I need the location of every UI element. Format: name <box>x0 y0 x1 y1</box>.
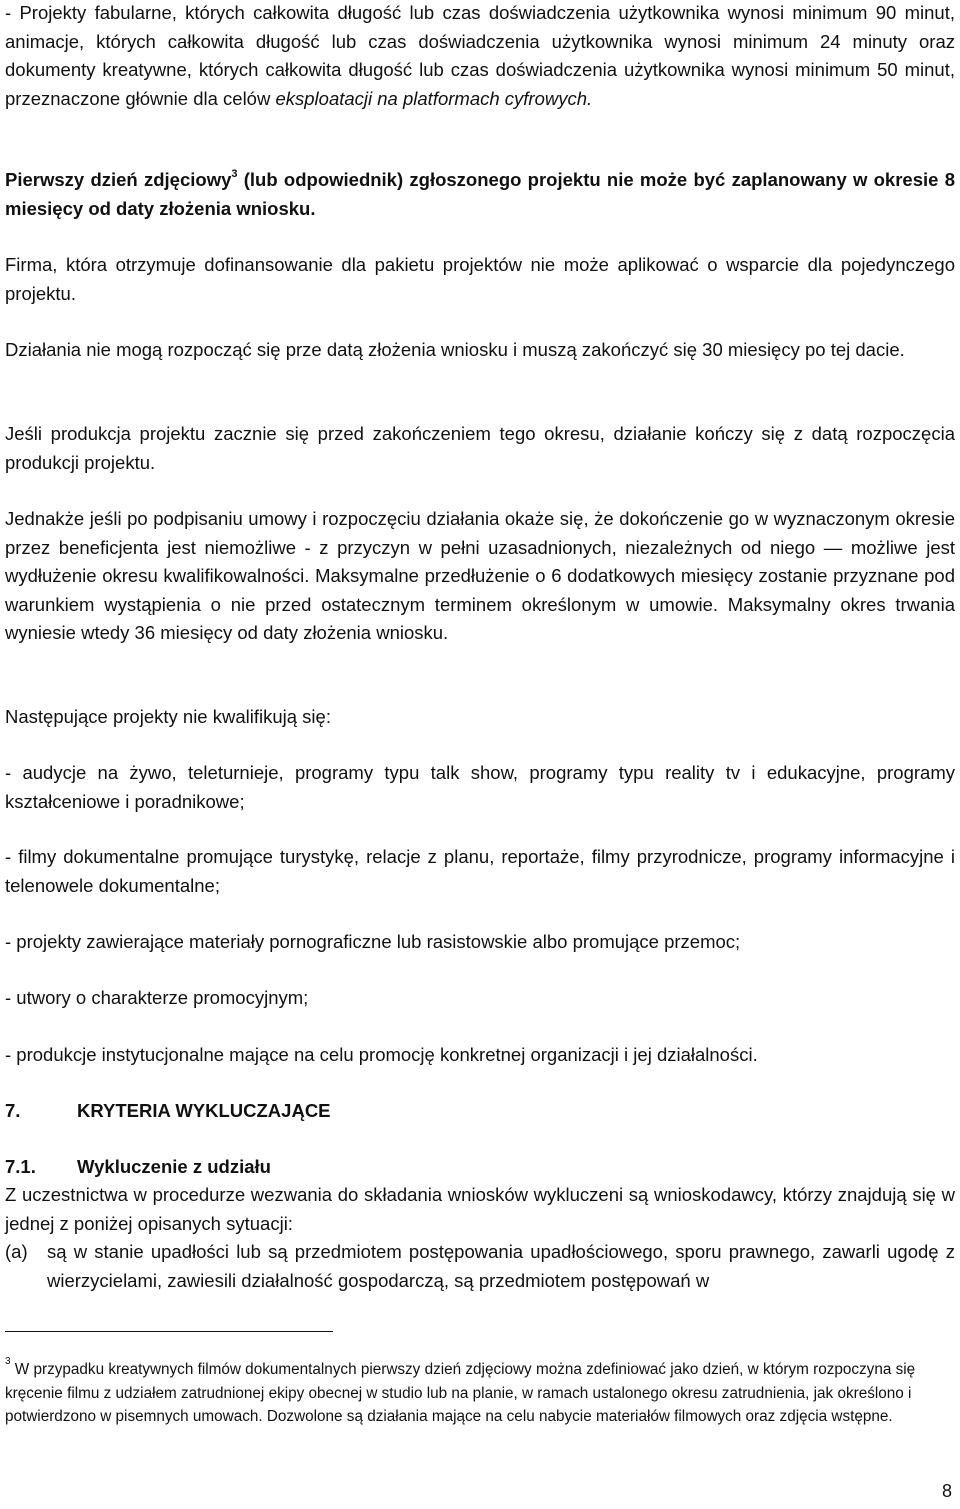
section-number: 7. <box>5 1100 21 1121</box>
footnote-reference: 3 <box>231 167 238 180</box>
list-item <box>5 1238 955 1295</box>
paragraph-ineligible-live-shows: - audycje na żywo, teleturnieje, programy typu talk show, programy typu reality tv i edukacyjne, programy kształceniowe i poradnikowe; <box>5 762 955 812</box>
paragraph-text: - Projekty fabularne, których całkowita długość lub czas doświadczenia użytkownika wynosi minimum 90 minut, animacje, których całkowita długość lub czas doświadczenia użytkownika wynosi minimum 24 minuty oraz dokumenty kreatywne, których całkowita długość lub czas doświadczenia użytkownika wynosi minimum 50 minut, przeznaczone głównie dla celów <box>5 2 955 109</box>
paragraph-ineligible-promotional: - utwory o charakterze promocyjnym; <box>5 987 309 1008</box>
list-item-text: są w stanie upadłości lub są przedmiotem postępowania upadłościowego, sporu prawnego, zawarli ugodę z wierzycielami, zawiesili działalność gospodarczą, są przedmiotem postępowań w <box>47 1241 955 1291</box>
paragraph-text: (lub odpowiednik) zgłoszonego projektu nie może być zaplanowany w okresie 8 miesięcy od daty złożenia wniosku. <box>5 169 955 219</box>
section-heading-7-1 <box>5 1153 271 1181</box>
list-marker: (a) <box>5 1241 28 1262</box>
paragraph-ineligible-pornographic: - projekty zawierające materiały pornograficzne lub rasistowskie albo promujące przemoc; <box>5 931 741 952</box>
section-number: 7.1. <box>5 1156 36 1177</box>
footnote <box>5 1355 950 1429</box>
section-title: KRYTERIA WYKLUCZAJĄCE <box>77 1100 331 1121</box>
paragraph-extension: Jednakże jeśli po podpisaniu umowy i rozpoczęciu działania okaże się, że dokończenie go w wyznaczonym okresie przez beneficjenta jest niemożliwe - z przyczyn w pełni uzasadnionych, niezależnych od niego — możliwe jest wydłużenie okresu kwalifikowalności. Maksymalne przedłużenie o 6 dodatkowych miesięcy zostanie przyznane pod warunkiem wystąpienia o nie przed ostatecznym terminem określonym w umowie. Maksymalny okres trwania wyniesie wtedy 36 miesięcy od daty złożenia wniosku. <box>5 508 955 643</box>
paragraph-ineligible-institutional: - produkcje instytucjonalne mające na celu promocję konkretnej organizacji i jej działalności. <box>5 1044 758 1065</box>
page-number: 8 <box>941 1481 952 1501</box>
paragraph-ineligible-documentaries: - filmy dokumentalne promujące turystykę, relacje z planu, reportaże, filmy przyrodnicze, programy informacyjne i telenowele dokumentalne; <box>5 846 955 896</box>
paragraph-activity-period: Działania nie mogą rozpocząć się prze datą złożenia wniosku i muszą zakończyć się 30 miesięcy po tej dacie. <box>5 339 905 360</box>
paragraph-text: Pierwszy dzień zdjęciowy <box>5 169 232 190</box>
section-title: Wykluczenie z udziału <box>77 1156 271 1177</box>
paragraph-ineligible-intro: Następujące projekty nie kwalifikują się: <box>5 706 331 727</box>
footnote-number: 3 <box>5 1355 11 1367</box>
paragraph-exclusion-intro: Z uczestnictwa w procedurze wezwania do składania wniosków wykluczeni są wnioskodawcy, którzy znajdują się w jednej z poniżej opisanych sytuacji: <box>5 1184 955 1234</box>
paragraph-production-start: Jeśli produkcja projektu zacznie się przed zakończeniem tego okresu, działanie kończy się z datą rozpoczęcia produkcji projektu. <box>5 423 955 473</box>
footnote-separator <box>5 1331 333 1332</box>
italic-text: eksploatacji na platformach cyfrowych. <box>275 87 593 109</box>
paragraph-package-funding: Firma, która otrzymuje dofinansowanie dla pakietu projektów nie może aplikować o wsparcie dla pojedynczego projektu. <box>5 254 955 304</box>
section-heading-7 <box>5 1097 331 1125</box>
footnote-text: W przypadku kreatywnych filmów dokumentalnych pierwszy dzień zdjęciowy można zdefiniować jako dzień, w którym rozpoczyna się kręcenie filmu z udziałem zatrudnionej ekipy obecnej w studio lub na planie, w ramach ustalonego okresu zatrudnienia, jak określono i potwierdzono w pisemnych umowach. Dozwolone są działania mające na celu nabycie materiałów filmowych oraz zdjęcia wstępne. <box>5 1361 916 1425</box>
paragraph-first-shooting-day <box>5 166 955 223</box>
paragraph-eligible-projects <box>5 0 955 113</box>
